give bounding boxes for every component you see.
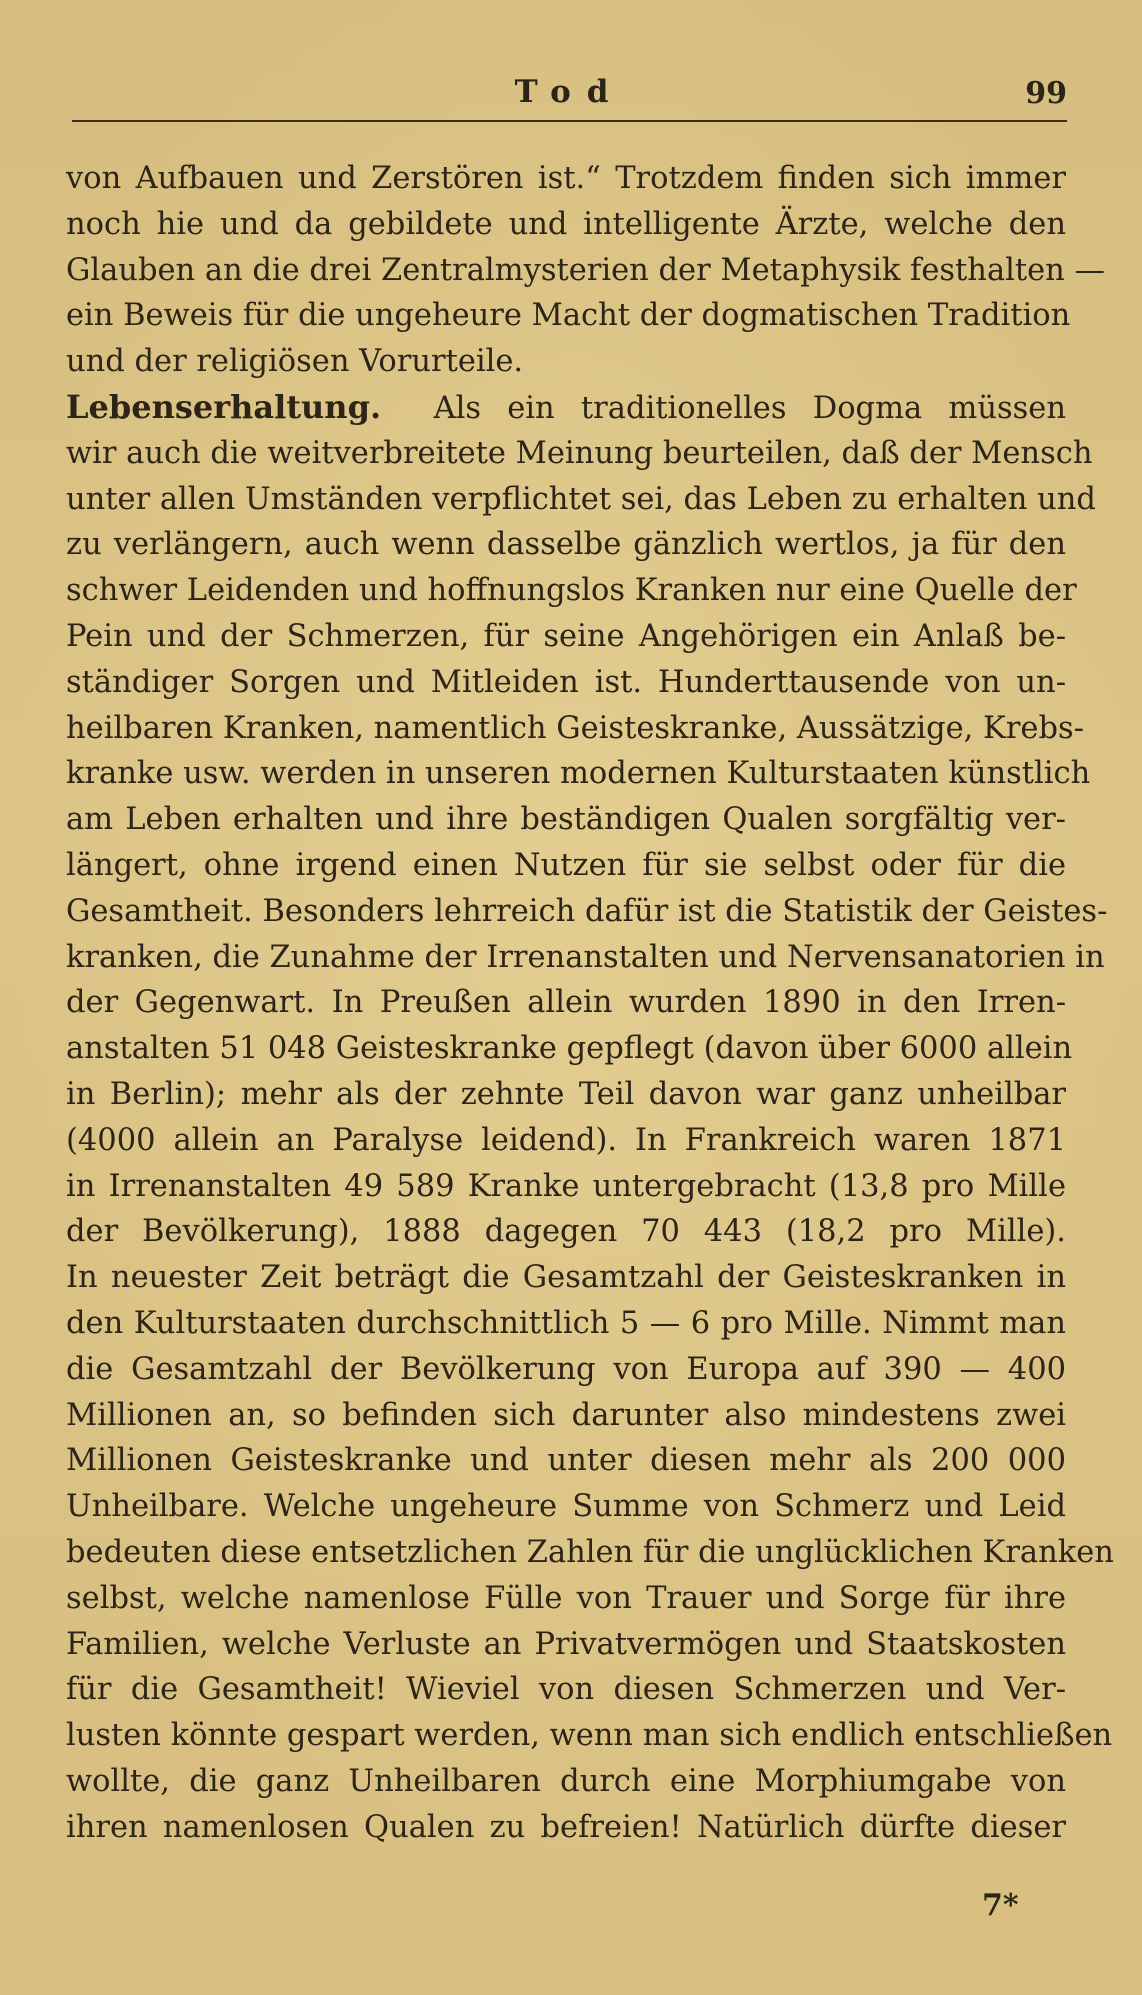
header-rule <box>72 120 1067 122</box>
paragraph-1 <box>66 156 1106 385</box>
text-line: Millionen Geisteskranke und unter diesen mehr als 200 000 <box>66 1443 1066 1479</box>
text-line: ständiger Sorgen und Mitleiden ist. Hunderttausende von un- <box>66 664 1066 700</box>
text-line: heilbaren Kranken, namentlich Geisteskranke, Aussätzige, Krebs- <box>66 710 1084 746</box>
text-line: in Irrenanstalten 49 589 Kranke untergebracht (13,8 pro Mille <box>66 1168 1066 1204</box>
text-line: in Berlin); mehr als der zehnte Teil davon war ganz unheilbar <box>66 1076 1066 1112</box>
text-line: zu verlängern, auch wenn dasselbe gänzlich wertlos, ja für den <box>66 527 1066 563</box>
heading-line-text: Als ein traditionelles Dogma müssen <box>433 390 1066 426</box>
text-line: Gesamtheit. Besonders lehrreich dafür ist die Statistik der Geistes- <box>66 893 1108 929</box>
text-line: Pein und der Schmerzen, für seine Angehörigen ein Anlaß be- <box>66 618 1066 654</box>
paragraph-2 <box>66 385 1114 1851</box>
text-line: der Gegenwart. In Preußen allein wurden 1890 in den Irren- <box>66 985 1066 1021</box>
text-line: bedeuten diese entsetzlichen Zahlen für die unglücklichen Kranken <box>66 1534 1114 1570</box>
text-line: ihren namenlosen Qualen zu befreien! Natürlich dürfte dieser <box>66 1809 1066 1845</box>
page-header <box>72 70 1067 120</box>
text-line: kranke usw. werden in unseren modernen Kulturstaaten künstlich <box>66 756 1091 792</box>
text-line: den Kulturstaaten durchschnittlich 5 — 6 pro Mille. Nimmt man <box>66 1305 1066 1341</box>
text-line: unter allen Umständen verpflichtet sei, das Leben zu erhalten und <box>66 481 1096 517</box>
text-line: von Aufbauen und Zerstören ist.“ Trotzdem finden sich immer <box>66 161 1066 196</box>
text-line: Millionen an, so befinden sich darunter also mindestens zwei <box>66 1397 1066 1433</box>
page-number: 99 <box>1025 76 1067 111</box>
section-heading: Lebenserhaltung. <box>66 387 382 426</box>
text-line: kranken, die Zunahme der Irrenanstalten und Nervensanatorien in <box>66 939 1105 975</box>
text-line: die Gesamtzahl der Bevölkerung von Europa auf 390 — 400 <box>66 1351 1066 1387</box>
text-line: selbst, welche namenlose Fülle von Trauer und Sorge für ihre <box>66 1580 1066 1616</box>
text-line: am Leben erhalten und ihre beständigen Qualen sorgfältig ver- <box>66 802 1066 838</box>
text-line: noch hie und da gebildete und intelligente Ärzte, welche den <box>66 206 1066 242</box>
text-line: und der religiösen Vorurteile. <box>66 344 524 380</box>
text-line: Glauben an die drei Zentralmysterien der Metaphysik festhalten — <box>66 252 1106 288</box>
text-line: schwer Leidenden und hoffnungslos Kranken nur eine Quelle der <box>66 573 1077 609</box>
text-line <box>66 385 1066 431</box>
text-line: wollte, die ganz Unheilbaren durch eine Morphiumgabe von <box>66 1763 1066 1799</box>
text-line: der Bevölkerung), 1888 dagegen 70 443 (18,2 pro Mille). <box>66 1214 1066 1250</box>
signature-mark: 7* <box>982 1888 1019 1923</box>
text-line: lusten könnte gespart werden, wenn man sich endlich entschließen <box>66 1718 1113 1754</box>
body-text <box>66 156 1114 1850</box>
text-line: ein Beweis für die ungeheure Macht der dogmatischen Tradition <box>66 298 1071 334</box>
text-line: Unheilbare. Welche ungeheure Summe von Schmerz und Leid <box>66 1489 1066 1525</box>
text-line: anstalten 51 048 Geisteskranke gepflegt (davon über 6000 allein <box>66 1031 1073 1067</box>
text-line: In neuester Zeit beträgt die Gesamtzahl der Geisteskranken in <box>66 1260 1066 1296</box>
text-line: für die Gesamtheit! Wieviel von diesen Schmerzen und Ver- <box>66 1672 1066 1708</box>
text-line: (4000 allein an Paralyse leidend). In Frankreich waren 1871 <box>66 1122 1066 1158</box>
text-line: längert, ohne irgend einen Nutzen für sie selbst oder für die <box>66 847 1066 883</box>
running-title: Tod <box>514 74 625 110</box>
text-line: wir auch die weitverbreitete Meinung beurteilen, daß der Mensch <box>66 435 1093 471</box>
text-line: Familien, welche Verluste an Privatvermögen und Staatskosten <box>66 1626 1066 1662</box>
